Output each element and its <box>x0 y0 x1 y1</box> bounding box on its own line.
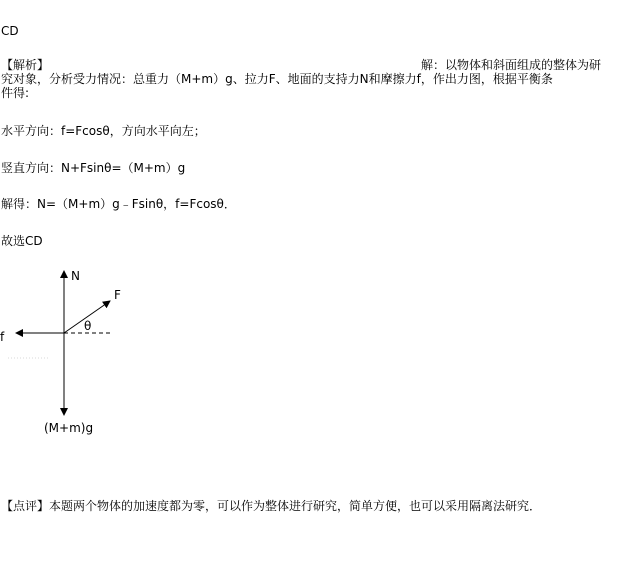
analysis-header-line <box>1 58 629 72</box>
horizontal-equation: 水平方向：f=Fcosθ，方向水平向左； <box>1 124 206 138</box>
analysis-label: 【解析】 <box>1 58 50 72</box>
label-theta: θ <box>84 319 92 333</box>
analysis-line3: 件得: <box>1 86 30 100</box>
force-diagram <box>0 262 180 442</box>
comment-text: 【点评】本题两个物体的加速度都为零，可以作为整体进行研究，简单方便，也可以采用隔离法研究． <box>1 499 542 513</box>
label-N: N <box>71 269 80 283</box>
label-gravity: (M+m)g <box>44 421 94 435</box>
solution-equation: 解得：N=（M+m）g﹣Fsinθ，f=Fcosθ． <box>1 197 236 211</box>
analysis-line1-right: 解：以物体和斜面组成的整体为研 <box>421 58 602 72</box>
label-F: F <box>114 288 121 302</box>
answer-text: CD <box>1 24 19 38</box>
vertical-equation: 竖直方向：N+Fsinθ=（M+m）g <box>1 161 186 175</box>
choice-text: 故选CD <box>1 234 43 248</box>
label-f: f <box>0 330 5 344</box>
analysis-line2: 究对象，分析受力情况：总重力（M+m）g、拉力F、地面的支持力N和摩擦力f，作出力图，根据平衡条 <box>1 72 553 86</box>
